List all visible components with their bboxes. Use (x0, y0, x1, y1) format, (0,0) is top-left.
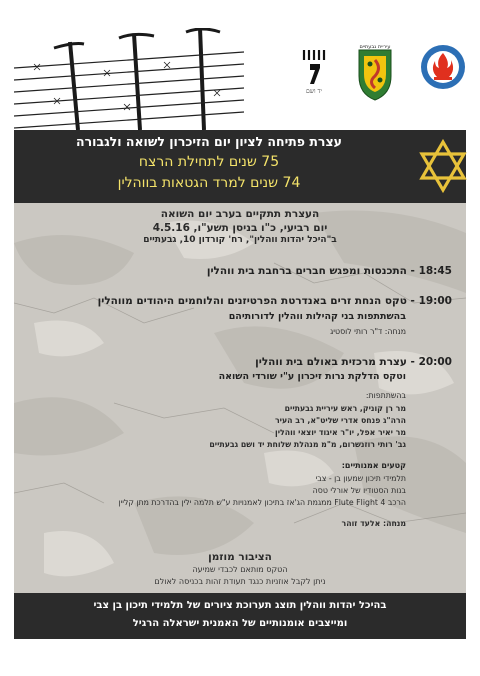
event-date: יום רביעי, כ"ו בניסן תשע"ו, 4.5.16 (152, 222, 328, 234)
event-location: ב"היכל יהדות ווהלין", רח' קורדון 10, גבעתיים (143, 235, 337, 245)
hearing-accessible-note: הטקס מותאם לכבדי שמיעה (192, 565, 288, 574)
exhibition-line-2: ומייצבים אומנותיים של האמנית ישראלה הרגיל (132, 618, 348, 629)
program-time: 20:00 (418, 356, 452, 368)
menorah-icon (300, 48, 328, 88)
program-panel (14, 203, 466, 593)
crest-caption: עיריית גבעתיים (359, 44, 391, 50)
program-item-3: 20:00 - עצרת מרכזית באולם בית ווהלין (255, 356, 452, 368)
participant-item: מר יאיר אפל, יו"ר איגוד יוצאי ווהלין (275, 428, 406, 437)
subtitle-74-years: 74 שנים למרד הגטאות בווהלין (117, 175, 301, 191)
program-item-2-host: מנחה: ד"ר רותי לוסטיג (330, 327, 406, 336)
participant-item: גב' רותי רוזנשרום, מ"מ מנהלת שלוחת יד ושם גבעתיים (209, 440, 406, 449)
program-text: עצרת מרכזית באולם בית ווהלין (255, 356, 407, 368)
exhibition-line-1: בהיכל יהדות ווהלין תוצג תערוכת ציורים של תלמידי תיכון בן צבי (93, 600, 387, 611)
headphones-note: ניתן לקבל אוזניות כנגד תעודת זהות בכניסה לאולם (154, 577, 326, 586)
artistic-item: הרכב Flute Flight 4 ממגמת הג'אז בתיכון לאמנויות ע"ש תלמה ילין בהדרכת מתן קליין (118, 498, 406, 507)
participant-item: הרה"ג פנחס אדרי שליט"א, רב העיר (274, 416, 406, 425)
title-banner (14, 130, 466, 203)
program-time: 19:00 (418, 295, 452, 307)
artistic-host: מנחה: אלעד זוהר (341, 519, 406, 528)
artistic-item: בנות הסטודיו של אורלי טסה (312, 486, 406, 495)
program-item-2-line2: בהשתתפות בני קהילות ווהלין לדורותיהם (228, 311, 406, 322)
subtitle-75-years: 75 שנים לתחילת הרצח (138, 154, 280, 170)
barbed-wire-fence-illustration (14, 28, 244, 130)
event-intro: העצרת תתקיים בערב יום השואה (160, 208, 320, 220)
top-banner (14, 28, 466, 130)
star-of-david-icon (418, 138, 468, 194)
public-invited: הציבור מוזמן (208, 551, 272, 563)
program-time: 18:45 (418, 265, 452, 277)
yad-vashem-caption: יד ושם (306, 88, 322, 95)
program-item-3-line2: וטקס הדלקת נרות זיכרון ע"י שורדי השואה (218, 371, 406, 382)
artistic-item: תלמידי תיכון שמעון בן - צבי (315, 474, 406, 483)
participants-heading: בהשתתפות: (365, 391, 406, 400)
program-text: טקס הנחת זרים באנדרטת הפרטיזנים והלוחמים היהודים מווהלין (97, 295, 407, 307)
yad-vashem-logo (300, 48, 328, 100)
givatayim-crest-logo (356, 42, 394, 102)
program-text: התכנסות ומפגש חברים ברחבת בית ווהלין (206, 265, 407, 277)
memorial-flame-logo (420, 44, 466, 90)
program-item-1: 18:45 - התכנסות ומפגש חברים ברחבת בית ווהלין (206, 265, 452, 277)
program-item-2: 19:00 - טקס הנחת זרים באנדרטת הפרטיזנים והלוחמים היהודים מווהלין (97, 295, 452, 307)
flame-icon (420, 44, 466, 90)
participant-item: מר רן קוניק, ראש עיריית גבעתיים (284, 404, 406, 413)
exhibition-banner (14, 593, 466, 639)
city-crest-icon (356, 42, 394, 102)
event-title: עצרת פתיחה לציון יום הזיכרון לשואה ולגבורה (76, 134, 342, 149)
artistic-heading: קטעים אמנותיים: (341, 461, 406, 470)
